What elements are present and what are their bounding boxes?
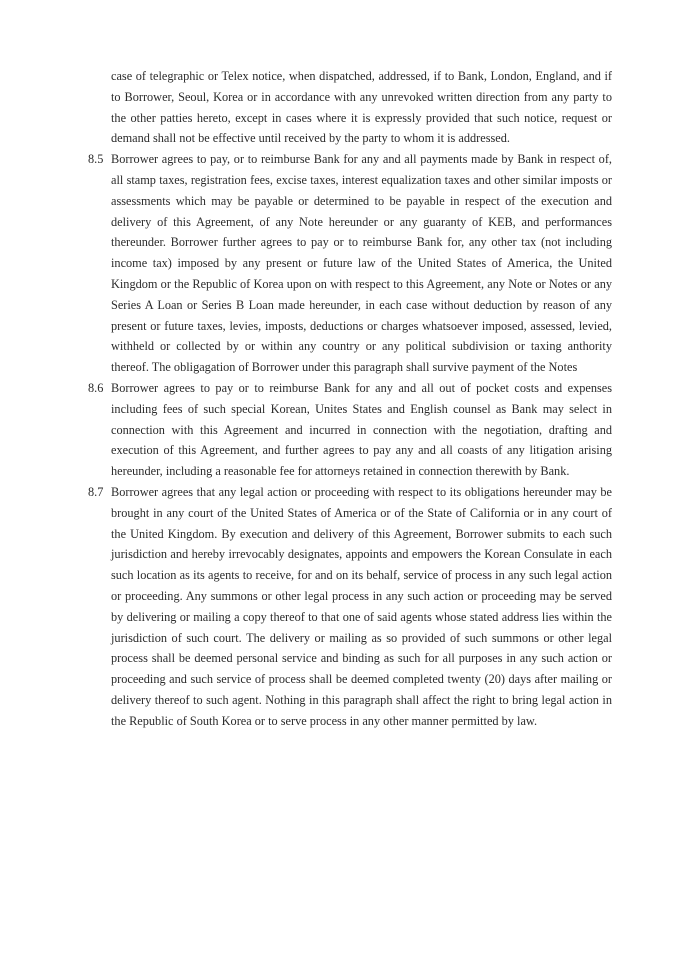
section-number: 8.5 <box>88 152 104 167</box>
section-number: 8.7 <box>88 484 104 499</box>
section-8-7 <box>88 482 614 732</box>
section-number: 8.6 <box>88 380 104 395</box>
section-8-5 <box>88 149 614 378</box>
section-text: Borrower agrees to pay or to reimburse Bank for any and all out of pocket costs and expenses including fees of such special Korean, Unites States and English counsel as Bank may select in connection with this Agreement and incurred in connection with the negotiation, drafting and execution of this Agreement, and further agrees to pay any and all coasts of any litigation arising hereunder, including a reasonable fee for attorneys retained in connection therewith by Bank. <box>111 380 612 479</box>
continuation-paragraph: case of telegraphic or Telex notice, when dispatched, addressed, if to Bank, London, England, and if to Borrower, Seoul, Korea or in accordance with any unrevoked written direction from any party to the other patties hereto, except in cases where it is expressly provided that such notice, request or demand shall not be effective until received by the party to whom it is addressed. <box>111 69 612 146</box>
section-8-6 <box>88 378 614 482</box>
section-text: Borrower agrees to pay, or to reimburse Bank for any and all payments made by Bank in respect of, all stamp taxes, registration fees, excise taxes, interest equalization taxes and other similar imposts or assessments which may be payable or determined to be payable in respect of the execution and delivery of this Agreement, of any Note hereunder or any guaranty of KEB, and performances thereunder. Borrower further agrees to pay or to reimburse Bank for, any other tax (not including income tax) imposed by any present or future law of the United States of America, the United Kingdom or the Republic of Korea upon on with respect to this Agreement, any Note or Notes or any Series A Loan or Series B Loan made hereunder, in each case without deduction by reason of any present or future taxes, levies, imposts, deductions or charges whatsoever imposed, assessed, levied, withheld or collected by or within any country or any political subdivision or taxing anthority thereof. The obligagation of Borrower under this paragraph shall survive payment of the Notes <box>111 152 612 375</box>
section-text: Borrower agrees that any legal action or proceeding with respect to its obligations hereunder may be brought in any court of the United States of America or of the State of California or in any court of the United Kingdom. By execution and delivery of this Agreement, Borrower submits to each such jurisdiction and hereby irrevocably designates, appoints and empowers the Korean Consulate in each such location as its agents to receive, for and on its behalf, service of process in any such legal action or proceeding. Any summons or other legal process in any such action or proceeding may be served by delivering or mailing a copy thereof to that one of said agents whose stated address lies within the jurisdiction of such court. The delivery or mailing as so provided of such summons or other legal process shall be deemed personal service and binding as such for all purposes in any such action or proceeding and such service of process shall be deemed completed twenty (20) days after mailing or delivery thereof to such agent. Nothing in this paragraph shall affect the right to bring legal action in the Republic of South Korea or to serve process in any other manner permitted by law. <box>111 484 612 728</box>
